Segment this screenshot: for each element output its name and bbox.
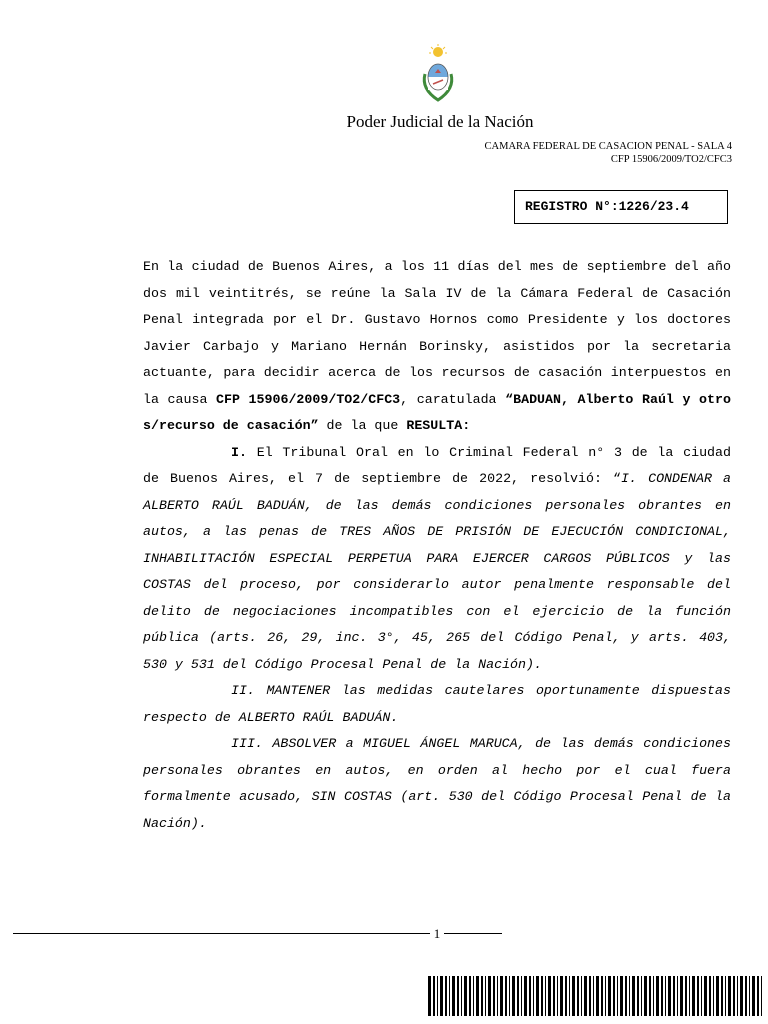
page-number: 1 [430, 926, 444, 942]
paragraph-intro: En la ciudad de Buenos Aires, a los 11 días del mes de septiembre del año dos mil veintitrés, se reúne la Sala IV de la Cámara Federal de Casación Penal integrada por el Dr. Gustavo Hornos como Presidente y los doctores Javier Carbajo y Mariano Hernán Borinsky, asistidos por la secretaria actuante, para decidir acerca de los recursos de casación interpuestos en la causa CFP 15906/2009/TO2/CFC3, caratulada “BADUAN, Alberto Raúl y otro s/recurso de casación” de la que RESULTA: [143, 259, 731, 433]
court-name: Poder Judicial de la Nación [346, 112, 534, 131]
barcode-icon [428, 976, 762, 1016]
paragraph-resolution-3: III. ABSOLVER a MIGUEL ÁNGEL MARUCA, de las demás condiciones personales obrantes en autos, en orden al hecho por el cual fuera formalmente acusado, SIN COSTAS (art. 530 del Código Procesal Penal de la Nación). [143, 736, 731, 831]
paragraph-resolution-2: II. MANTENER las medidas cautelares oportunamente dispuestas respecto de ALBERTO RAÚL BADUÁN. [143, 683, 731, 725]
paragraph-resolution-1: I. El Tribunal Oral en lo Criminal Federal n° 3 de la ciudad de Buenos Aires, el 7 de septiembre de 2022, resolvió: “I. CONDENAR a ALBERTO RAÚL BADUÁN, de las demás condiciones personales obrantes en autos, a las penas de TRES AÑOS DE PRISIÓN DE EJECUCIÓN CONDICIONAL, INHABILITACIÓN ESPECIAL PERPETUA PARA EJERCER CARGOS PÚBLICOS y las COSTAS del proceso, por considerarlo autor penalmente responsable del delito de negociaciones incompatibles con el ejercicio de la función pública (arts. 26, 29, inc. 3°, 45, 265 del Código Penal, y arts. 403, 530 y 531 del Código Procesal Penal de la Nación). [143, 444, 731, 672]
case-reference: CFP 15906/2009/TO2/CFC3 [610, 154, 732, 165]
coat-of-arms-icon [418, 44, 458, 104]
footer-divider [13, 933, 502, 934]
chamber-name: CAMARA FEDERAL DE CASACION PENAL - SALA 4 [484, 141, 732, 152]
registro-box: REGISTRO N°:1226/23.4 [514, 190, 728, 224]
document-body [143, 254, 731, 837]
chamber-header [485, 140, 732, 166]
